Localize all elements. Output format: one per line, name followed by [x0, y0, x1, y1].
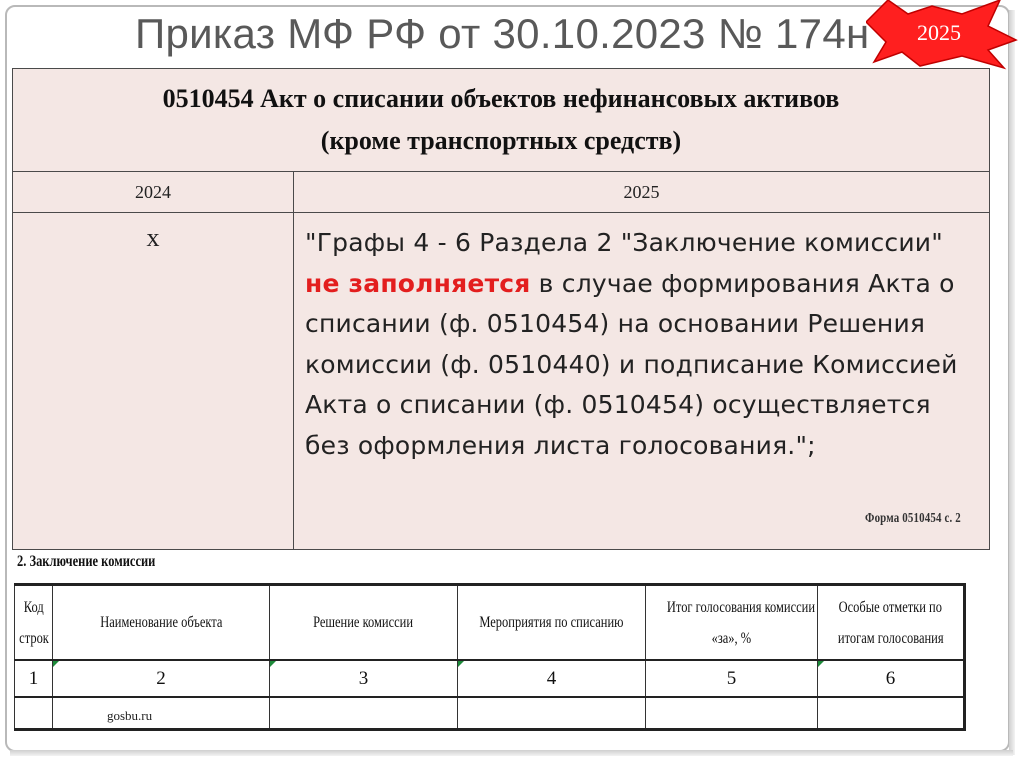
header-object-name-text: Наименование объекта	[99, 614, 223, 631]
column-number-6	[818, 660, 965, 697]
comparison-table	[12, 68, 990, 550]
frame-shadow-right	[1009, 10, 1015, 755]
form-reference: Форма 0510454 с. 2	[865, 510, 961, 526]
empty-cell	[646, 697, 818, 730]
document-title-cell	[13, 69, 990, 172]
header-vote-result-line1: Итог голосования комиссии	[666, 598, 816, 616]
header-writeoff-measures	[458, 585, 646, 661]
header-code-line1: Код	[23, 598, 44, 616]
source-watermark: gosbu.ru	[107, 708, 153, 723]
header-decision-text: Решение комиссии	[313, 614, 414, 631]
new-text-part2: в случае формирования Акта о списании (ф. 0510454) на основании Решения комиссии (ф. 0510440) и подписание Комиссией Акта о списании (ф. 0510454) осуществляется без оформления листа голосования.";	[305, 268, 958, 460]
cell-marker-icon	[270, 661, 276, 667]
header-object-name	[53, 585, 270, 661]
header-code	[15, 585, 53, 661]
column-number-1-text: 1	[28, 667, 39, 689]
column-number-6-text: 6	[885, 667, 896, 689]
header-vote-result-line2: «за», %	[711, 629, 752, 647]
new-text-highlight: не заполняется	[305, 268, 531, 298]
header-writeoff-measures-text: Мероприятия по списанию	[479, 614, 624, 631]
frame-shadow-bottom	[10, 750, 1013, 756]
header-special-notes	[818, 585, 965, 661]
new-version-cell	[294, 213, 990, 550]
document-title-line2: (кроме транспортных средств)	[320, 126, 682, 155]
cell-marker-icon	[53, 661, 59, 667]
column-header-2024: 2024	[13, 172, 294, 213]
header-special-notes-line1: Особые отметки по	[838, 598, 943, 616]
form-section-title: 2. Заключение комиссии	[17, 553, 156, 570]
column-number-4-text: 4	[546, 667, 557, 689]
cell-marker-icon	[818, 661, 824, 667]
empty-cell	[458, 697, 646, 730]
year-badge	[866, 0, 1024, 70]
cell-marker-icon	[458, 661, 464, 667]
column-number-4	[458, 660, 646, 697]
header-code-line2: строк	[19, 629, 49, 647]
form-header-row	[15, 585, 965, 661]
commission-conclusion-form	[14, 583, 966, 731]
empty-cell	[53, 697, 270, 730]
document-title-line1: 0510454 Акт о списании объектов нефинансовых активов	[162, 84, 840, 113]
column-number-3-text: 3	[358, 667, 369, 689]
header-special-notes-line2: итогам голосования	[837, 629, 944, 647]
header-vote-result	[646, 585, 818, 661]
empty-cell	[270, 697, 458, 730]
column-number-2	[53, 660, 270, 697]
old-version-cell: х	[13, 213, 294, 550]
column-number-1	[15, 660, 53, 697]
form-number-row	[15, 660, 965, 697]
new-text-part1: "Графы 4 - 6 Раздела 2 "Заключение комиссии"	[305, 228, 943, 257]
column-number-5	[646, 660, 818, 697]
column-number-2-text: 2	[156, 667, 166, 689]
column-header-2025: 2025	[294, 172, 990, 213]
form-empty-row	[15, 697, 965, 730]
column-number-5-text: 5	[726, 667, 737, 689]
slide-title: Приказ МФ РФ от 30.10.2023 № 174н	[135, 10, 870, 57]
empty-cell	[15, 697, 53, 730]
empty-cell	[818, 697, 965, 730]
year-badge-label: 2025	[917, 20, 961, 45]
header-decision	[270, 585, 458, 661]
column-number-3	[270, 660, 458, 697]
